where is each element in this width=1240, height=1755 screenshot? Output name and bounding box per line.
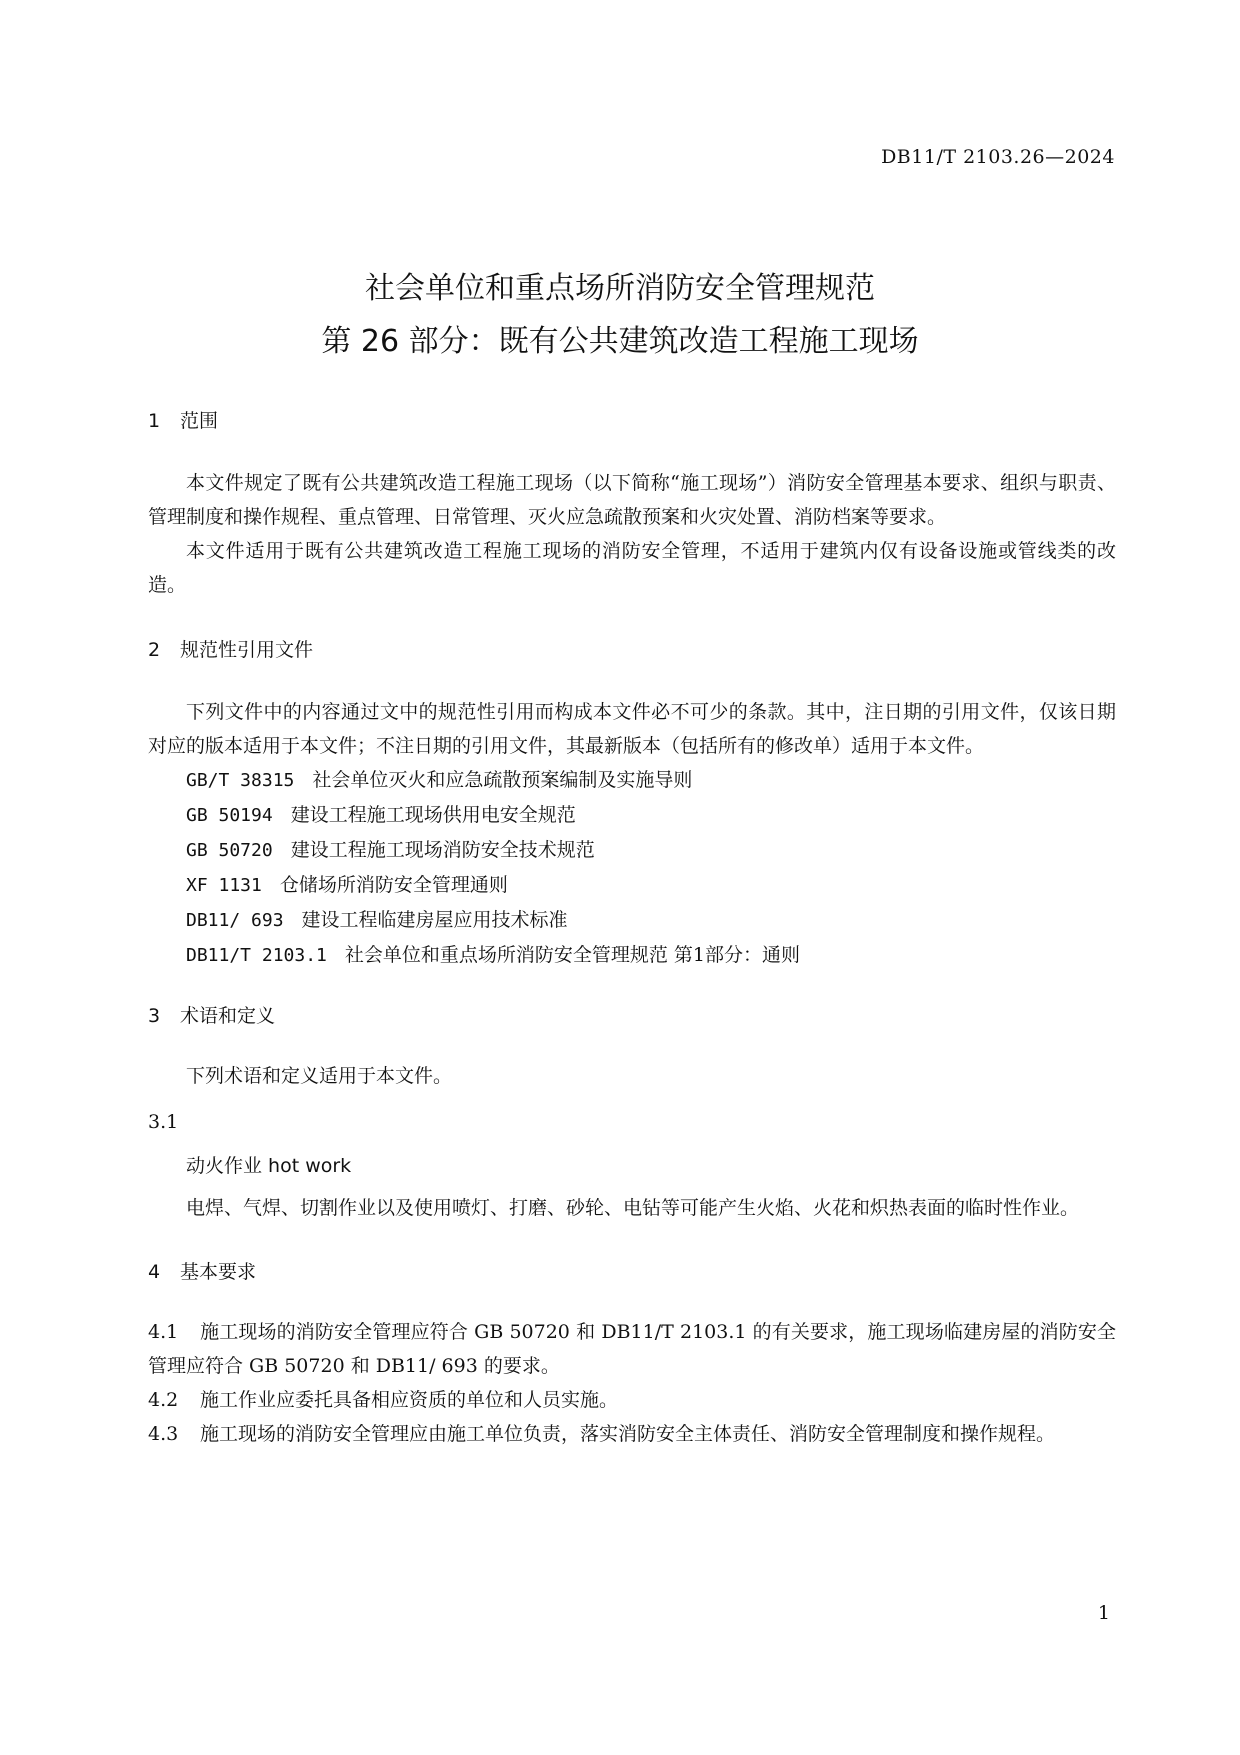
- references-intro: 下列文件中的内容通过文中的规范性引用而构成本文件必不可少的条款。其中，注日期的引用文件，仅该日期对应的版本适用于本文件；不注日期的引用文件，其最新版本（包括所有的修改单）适用于本文件。: [148, 701, 1116, 757]
- terms-intro: 下列术语和定义适用于本文件。: [186, 1065, 453, 1087]
- reference-name: 建设工程施工现场消防安全技术规范: [290, 839, 595, 861]
- reference-code: DB11/ 693: [186, 910, 284, 931]
- section-number: 2: [148, 639, 161, 661]
- reference-item: [148, 798, 1116, 833]
- clause-text: 施工作业应委托具备相应资质的单位和人员实施。: [200, 1389, 619, 1411]
- clause-text: 施工现场的消防安全管理应符合 GB 50720 和 DB11/T 2103.1 的有关要求，施工现场临建房屋的消防安全管理应符合 GB 50720 和 DB11/ 693 的要求。: [148, 1321, 1116, 1377]
- section-title: 范围: [180, 410, 219, 432]
- reference-list: [148, 763, 1116, 973]
- clause: [148, 1383, 1116, 1417]
- reference-item: [148, 903, 1116, 938]
- term-number: 3.1: [148, 1111, 179, 1133]
- document-title: [0, 262, 1240, 368]
- section-heading-terms: [148, 1003, 1116, 1029]
- reference-name: 社会单位和重点场所消防安全管理规范 第1部分：通则: [344, 944, 801, 966]
- clause-number: 4.3: [148, 1423, 179, 1445]
- scope-paragraph-2: 本文件适用于既有公共建筑改造工程施工现场的消防安全管理，不适用于建筑内仅有设备设施或管线类的改造。: [148, 540, 1116, 596]
- section-title: 规范性引用文件: [180, 639, 314, 661]
- term-definition: 电焊、气焊、切割作业以及使用喷灯、打磨、砂轮、电钻等可能产生火焰、火花和炽热表面的临时性作业。: [186, 1197, 1080, 1219]
- reference-item: [148, 763, 1116, 798]
- section-heading-scope: [148, 408, 1116, 434]
- reference-code: GB 50194: [186, 805, 273, 826]
- term-name: 动火作业 hot work: [186, 1155, 352, 1177]
- reference-item: [148, 938, 1116, 973]
- scope-paragraph-1: 本文件规定了既有公共建筑改造工程施工现场（以下简称“施工现场”）消防安全管理基本要求、组织与职责、管理制度和操作规程、重点管理、日常管理、灭火应急疏散预案和火灾处置、消防档案等要求。: [148, 472, 1116, 528]
- document-body: [148, 408, 1116, 1451]
- reference-code: GB/T 38315: [186, 770, 295, 791]
- reference-name: 仓储场所消防安全管理通则: [279, 874, 508, 896]
- clause-number: 4.1: [148, 1321, 179, 1343]
- document-code: DB11/T 2103.26—2024: [881, 146, 1115, 168]
- section-number: 4: [148, 1261, 161, 1283]
- section-title: 基本要求: [180, 1261, 257, 1283]
- reference-name: 社会单位灭火和应急疏散预案编制及实施导则: [312, 769, 693, 791]
- section-heading-normative-references: [148, 637, 1116, 663]
- reference-code: DB11/T 2103.1: [186, 945, 327, 966]
- section-heading-basic-requirements: [148, 1259, 1116, 1285]
- reference-name: 建设工程临建房屋应用技术标准: [301, 909, 568, 931]
- clause: [148, 1417, 1116, 1451]
- section-number: 3: [148, 1005, 161, 1027]
- clause-text: 施工现场的消防安全管理应由施工单位负责，落实消防安全主体责任、消防安全管理制度和操作规程。: [200, 1423, 1056, 1445]
- title-line-2: 第 26 部分：既有公共建筑改造工程施工现场: [321, 324, 919, 359]
- reference-code: GB 50720: [186, 840, 273, 861]
- title-line-1: 社会单位和重点场所消防安全管理规范: [365, 271, 875, 306]
- reference-item: [148, 833, 1116, 868]
- clause: [148, 1315, 1116, 1383]
- reference-code: XF 1131: [186, 875, 262, 896]
- section-title: 术语和定义: [180, 1005, 276, 1027]
- page-number: 1: [1097, 1602, 1110, 1624]
- clause-number: 4.2: [148, 1389, 179, 1411]
- reference-item: [148, 868, 1116, 903]
- reference-name: 建设工程施工现场供用电安全规范: [290, 804, 576, 826]
- section-number: 1: [148, 410, 161, 432]
